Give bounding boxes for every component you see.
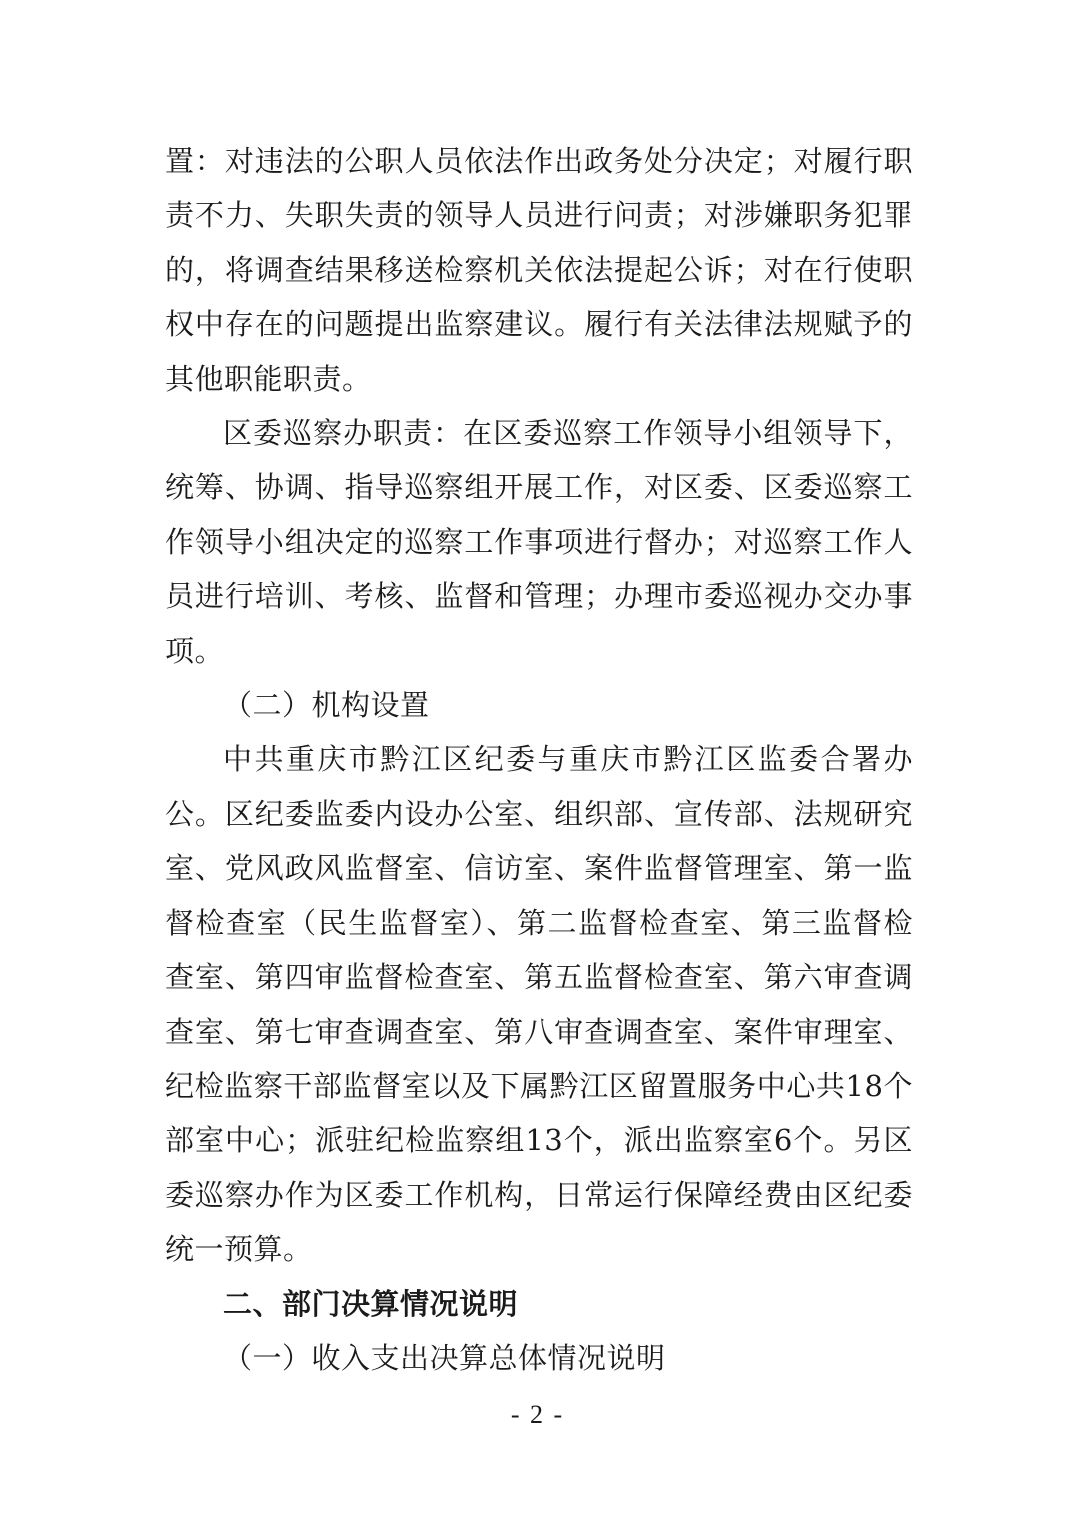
paragraph-duties-continued: 置：对违法的公职人员依法作出政务处分决定；对履行职责不力、失职失责的领导人员进行问责；对涉嫌职务犯罪的，将调查结果移送检察机关依法提起公诉；对在行使职权中存在的问题提出监察建议。履行有关法律法规赋予的其他职能职责。 bbox=[165, 144, 913, 396]
subheading-organization: （二）机构设置 bbox=[223, 688, 430, 723]
page-number: - 2 - bbox=[510, 1400, 565, 1429]
document-page bbox=[165, 134, 913, 1385]
subheading-income-expenditure: （一）收入支出决算总体情况说明 bbox=[223, 1340, 666, 1375]
paragraph-inspection-office-duties: 区委巡察办职责：在区委巡察工作领导小组领导下，统筹、协调、指导巡察组开展工作，对区委、区委巡察工作领导小组决定的巡察工作事项进行督办；对巡察工作人员进行培训、考核、监督和管理；办理市委巡视办交办事项。 bbox=[165, 416, 913, 668]
section-heading-final-accounts: 二、部门决算情况说明 bbox=[223, 1286, 519, 1321]
paragraph-organization-structure: 中共重庆市黔江区纪委与重庆市黔江区监委合署办公。区纪委监委内设办公室、组织部、宣传部、法规研究室、党风政风监督室、信访室、案件监督管理室、第一监督检查室（民生监督室）、第二监督检查室、第三监督检查室、第四审监督检查室、第五监督检查室、第六审查调查室、第七审查调查室、第八审查调查室、案件审理室、纪检监察干部监督室以及下属黔江区留置服务中心共18个部室中心；派驻纪检监察组13个，派出监察室6个。另区委巡察办作为区委工作机构，日常运行保障经费由区纪委统一预算。 bbox=[165, 742, 913, 1267]
